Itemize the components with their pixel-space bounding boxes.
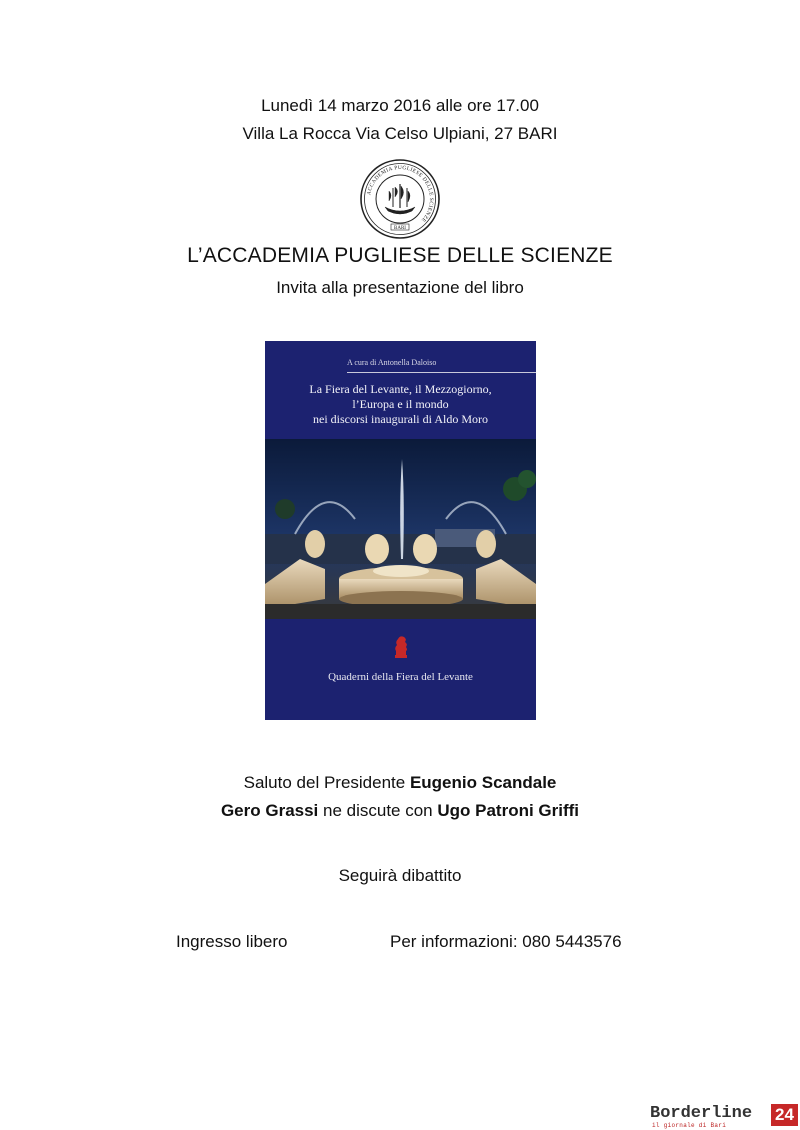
seal-city: BARI — [394, 226, 406, 231]
book-title-line: nei discorsi inaugurali di Aldo Moro — [313, 412, 488, 426]
speaker-name: Gero Grassi — [220, 801, 319, 820]
academy-name: L’ACCADEMIA PUGLIESE DELLE SCIENZE — [187, 244, 613, 267]
debate-note: Seguirà dibattito — [338, 866, 462, 885]
discussion-connector: ne discute con — [318, 801, 438, 820]
fair-logo-icon — [392, 634, 410, 658]
watermark-number: 24 — [771, 1104, 798, 1126]
book-cover — [265, 341, 536, 720]
watermark-tagline: il giornale di Bari — [652, 1122, 727, 1129]
borderline24-watermark — [650, 1104, 800, 1130]
greeting-line — [0, 773, 800, 793]
seal-ring-text: ACCADEMIA PUGLIESE DELLE SCIENZE — [366, 164, 435, 224]
info-contact: Per informazioni: 080 5443576 — [390, 932, 622, 951]
book-editor: A cura di Antonella Daloiso — [347, 358, 437, 367]
book-title-line: La Fiera del Levante, il Mezzogiorno, — [309, 382, 492, 396]
watermark-brand: Borderline — [650, 1104, 753, 1123]
free-entry-label: Ingresso libero — [176, 932, 288, 951]
invitation-text: Invita alla presentazione del libro — [276, 278, 524, 297]
fountain-photo — [265, 439, 536, 619]
academy-seal-logo — [359, 158, 441, 240]
book-divider — [347, 372, 536, 373]
discussant-name: Ugo Patroni Griffi — [437, 801, 580, 820]
president-name: Eugenio Scandale — [409, 773, 557, 792]
book-title — [265, 382, 536, 427]
greeting-prefix: Saluto del Presidente — [243, 773, 410, 792]
book-title-line: l’Europa e il mondo — [352, 397, 449, 411]
discussion-line — [0, 801, 800, 821]
event-venue: Villa La Rocca Via Celso Ulpiani, 27 BARI — [242, 124, 558, 143]
book-series: Quaderni della Fiera del Levante — [328, 671, 473, 683]
event-date-time: Lunedì 14 marzo 2016 alle ore 17.00 — [261, 96, 539, 115]
